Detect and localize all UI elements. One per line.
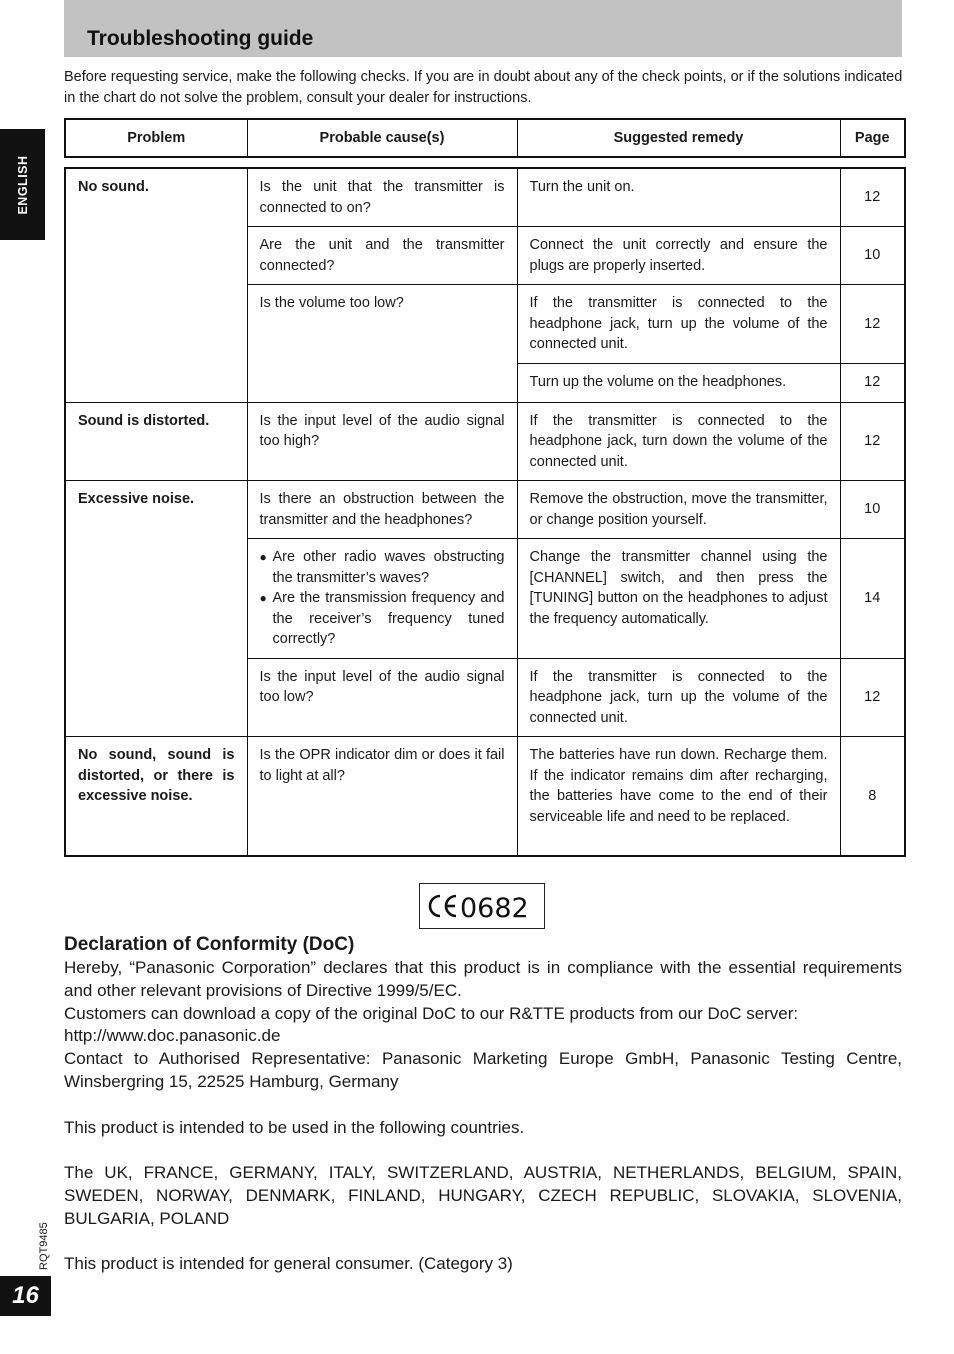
problem-cell: No sound, sound is distorted, or there is excessive noise. [65,737,247,857]
doc-title: Declaration of Conformity (DoC) [64,934,355,955]
column-header-page: Page [840,119,905,157]
page-cell: 12 [840,285,905,364]
table-row [65,737,905,857]
problem-cell: No sound. [65,168,247,402]
countries-intro: This product is intended to be used in the following countries. [64,1117,525,1137]
cause-cell: Is the unit that the transmitter is connected to on? [247,168,517,227]
table-row [65,481,905,539]
cause-cell: Is there an obstruction between the transmitter and the headphones? [247,481,517,539]
column-header-problem: Problem [127,130,186,146]
problem-cell: Sound is distorted. [65,402,247,481]
page-cell: 12 [840,658,905,737]
page-cell: 10 [840,481,905,539]
countries-list: The UK, FRANCE, GERMANY, ITALY, SWITZERLAND, AUSTRIA, NETHERLANDS, BELGIUM, SPAIN, SWEDEN, NORWAY, DENMARK, FINLAND, HUNGARY, CZECH REPUBLIC, SLOVAKIA, SLOVENIA, BULGARIA, POLAND [64,1163,902,1228]
page-cell: 12 [840,363,905,402]
cause-bullet: ● Are the transmission frequency and the receiver’s frequency tuned correctly? [260,588,505,650]
cause-cell: Is the input level of the audio signal too high? [247,402,517,481]
intro-text: Before requesting service, make the following checks. If you are in doubt about any of the check points, or if the solutions indicated in the chart do not solve the problem, consult your dealer for instructions. [64,69,903,106]
remedy-cell: Connect the unit correctly and ensure the plugs are properly inserted. [517,227,840,285]
cause-cell [247,539,517,659]
doc-paragraph: Contact to Authorised Representative: Panasonic Marketing Europe GmbH, Panasonic Testing Centre, Winsbergring 15, 22525 Hamburg, Germany [64,1049,902,1091]
page-cell: 12 [840,168,905,227]
page-number: 16 [0,1276,51,1316]
doc-paragraph: Hereby, “Panasonic Corporation” declares that this product is in compliance with the essential requirements and other relevant provisions of Directive 1999/5/EC. [64,958,902,1000]
page-title: Troubleshooting guide [87,27,314,50]
table-header [64,118,906,158]
column-header-cause: Probable cause(s) [247,119,517,157]
title-bar [64,0,902,57]
table-row [65,168,905,227]
language-tab-label: ENGLISH [15,154,30,215]
remedy-cell: The batteries have run down. Recharge them. If the indicator remains dim after recharging, the batteries have come to the end of their serviceable life and need to be replaced. [517,737,840,857]
remedy-cell: Turn the unit on. [517,168,840,227]
ce-mark [419,883,545,929]
remedy-cell: Change the transmitter channel using the [CHANNEL] switch, and then press the [TUNING] button on the headphones to adjust the frequency automatically. [517,539,840,659]
ce-mark-icon [420,884,544,928]
doc-body [64,957,902,1276]
page-cell: 8 [840,737,905,857]
cause-bullet-list [260,547,505,650]
cause-bullet: ● Are other radio waves obstructing the transmitter’s waves? [260,547,505,588]
category-note: This product is intended for general consumer. (Category 3) [64,1254,513,1274]
troubleshooting-table [64,167,906,857]
remedy-cell: Remove the obstruction, move the transmitter, or change position yourself. [517,481,840,539]
cause-cell: Is the OPR indicator dim or does it fail to light at all? [247,737,517,857]
cause-cell: Are the unit and the transmitter connected? [247,227,517,285]
remedy-cell: If the transmitter is connected to the headphone jack, turn up the volume of the connected unit. [517,658,840,737]
cause-cell: Is the input level of the audio signal too low? [247,658,517,737]
remedy-cell: Turn up the volume on the headphones. [517,363,840,402]
svg-text:0682: 0682 [460,893,529,924]
doc-server-url: http://www.doc.panasonic.de [64,1026,281,1046]
remedy-cell: If the transmitter is connected to the headphone jack, turn up the volume of the connected unit. [517,285,840,364]
page-cell: 14 [840,539,905,659]
model-code: RQT9485 [38,1222,50,1270]
remedy-cell: If the transmitter is connected to the headphone jack, turn down the volume of the connected unit. [517,402,840,481]
language-tab [0,129,45,240]
doc-paragraph: Customers can download a copy of the original DoC to our R&TTE products from our DoC server: [64,1003,799,1023]
problem-cell: Excessive noise. [65,481,247,737]
column-header-remedy: Suggested remedy [517,119,840,157]
cause-cell: Is the volume too low? [247,285,517,403]
table-row [65,402,905,481]
page-cell: 12 [840,402,905,481]
page-cell: 10 [840,227,905,285]
